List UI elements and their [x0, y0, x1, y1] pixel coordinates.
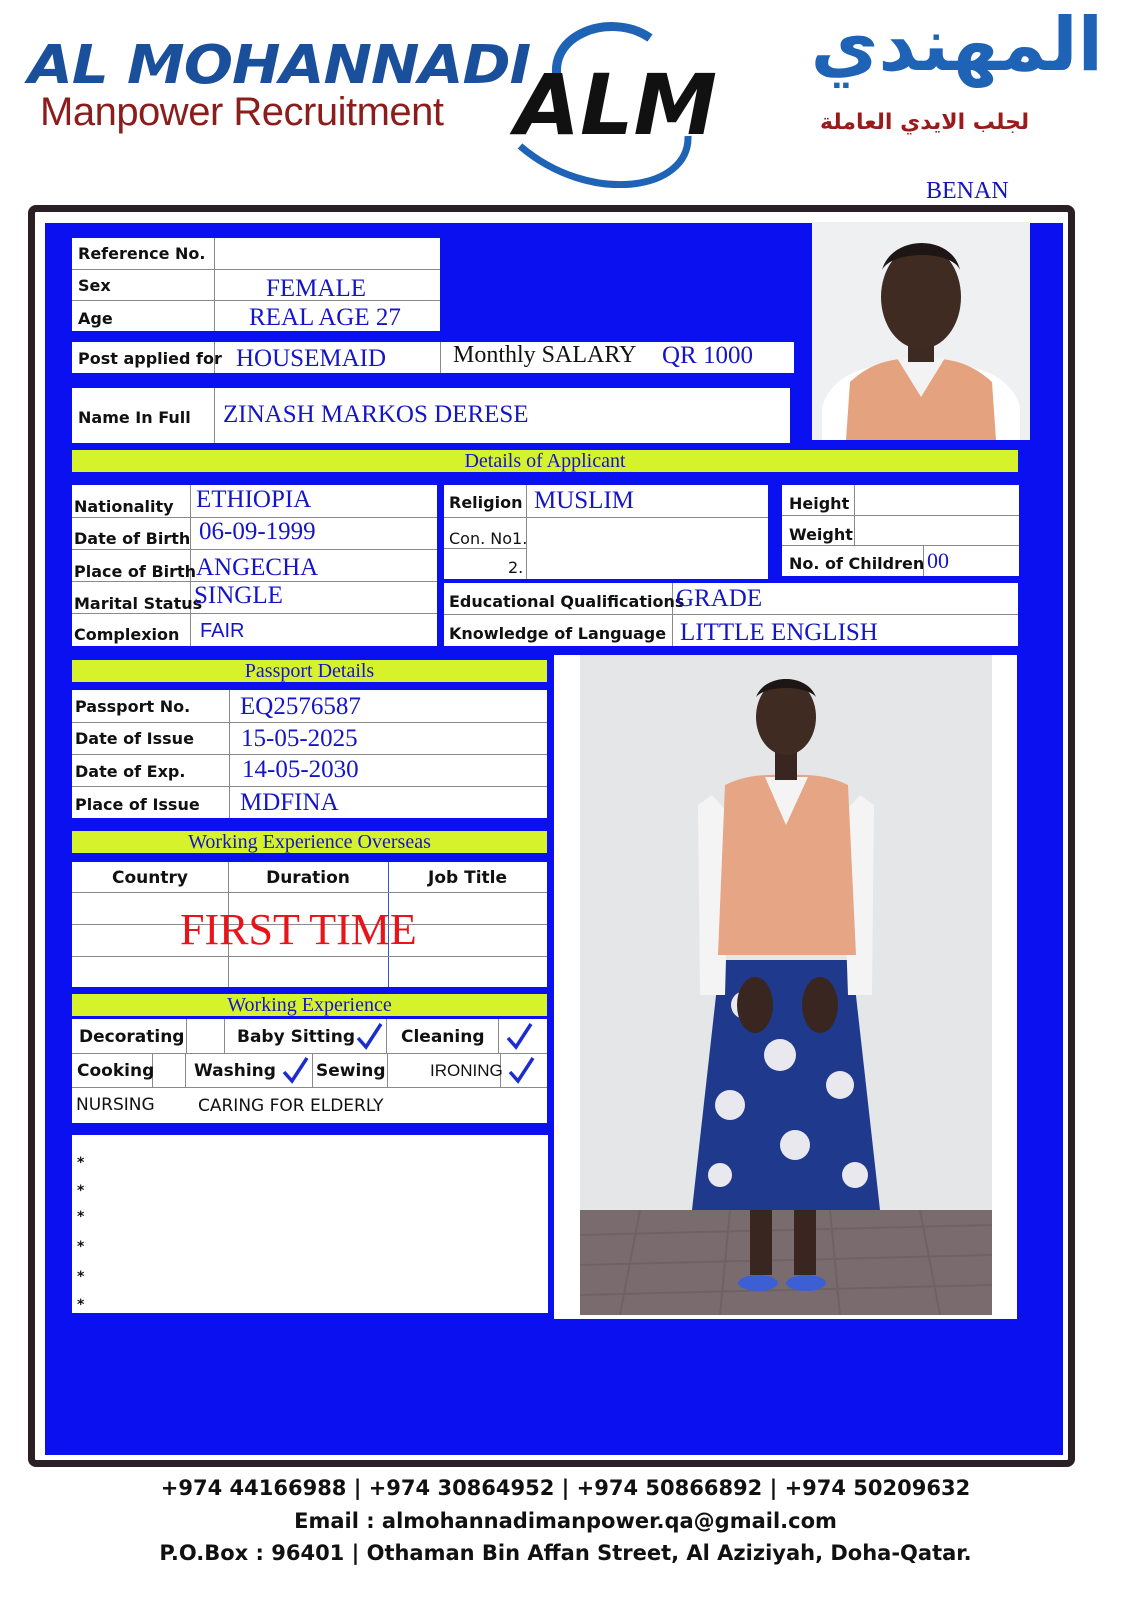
full-body-photo	[554, 655, 1017, 1319]
passport-no-value: EQ2576587	[240, 693, 361, 720]
note-bullet-5: *	[77, 1269, 85, 1285]
age-value: REAL AGE 27	[249, 304, 401, 331]
children-value: 00	[927, 548, 949, 573]
name-value: ZINASH MARKOS DERESE	[223, 401, 529, 428]
salary-value: QR 1000	[662, 342, 753, 369]
salary-label: Monthly SALARY	[453, 342, 637, 368]
age-label: Age	[78, 309, 113, 328]
skill-sewing: Sewing	[316, 1061, 386, 1081]
skill-ironing: IRONING	[430, 1061, 503, 1080]
issue-date-value: 15-05-2025	[241, 725, 358, 752]
checkmark-icon	[280, 1055, 310, 1085]
exp-date-value: 14-05-2030	[242, 756, 359, 783]
con2-label: 2.	[508, 558, 524, 577]
overseas-header-job-title: Job Title	[428, 868, 507, 888]
con1-label: Con. No1.	[449, 529, 528, 548]
nationality-label: Nationality	[74, 497, 174, 516]
education-value: GRADE	[676, 585, 763, 612]
section-title-experience: Working Experience	[72, 994, 547, 1016]
skills-table	[72, 1019, 547, 1123]
overseas-header-duration: Duration	[266, 868, 350, 888]
height-label: Height	[789, 494, 850, 513]
note-bullet-1: *	[77, 1155, 85, 1171]
name-box	[72, 388, 790, 443]
complexion-value: FAIR	[200, 620, 245, 642]
sex-label: Sex	[78, 276, 111, 295]
applicant-left-box	[72, 485, 437, 646]
agency-code: BENAN	[926, 178, 1009, 204]
marital-value: SINGLE	[194, 582, 283, 609]
note-bullet-4: *	[77, 1239, 85, 1255]
note-bullet-6: *	[77, 1297, 85, 1313]
issue-date-label: Date of Issue	[75, 729, 194, 748]
person-figure-icon	[580, 655, 992, 1315]
first-time-note: FIRST TIME	[180, 905, 417, 954]
religion-box	[444, 485, 768, 579]
post-label: Post applied for	[78, 349, 222, 368]
post-salary-box	[72, 342, 794, 373]
checkmark-icon	[354, 1021, 384, 1051]
skill-decorating: Decorating	[79, 1027, 185, 1047]
marital-label: Marital Status	[74, 594, 203, 613]
checkmark-icon	[504, 1021, 534, 1051]
weight-label: Weight	[789, 525, 853, 544]
skill-cleaning: Cleaning	[401, 1027, 485, 1047]
note-bullet-2: *	[77, 1183, 85, 1199]
skill-washing: Washing	[194, 1061, 276, 1081]
dob-label: Date of Birth	[74, 529, 191, 548]
dob-value: 06-09-1999	[199, 518, 316, 545]
skill-baby-sitting: Baby Sitting	[237, 1027, 356, 1047]
language-label: Knowledge of Language	[449, 624, 667, 643]
person-silhouette-icon	[812, 222, 1030, 440]
exp-date-label: Date of Exp.	[75, 762, 186, 781]
notes-box	[72, 1135, 548, 1313]
section-title-applicant: Details of Applicant	[72, 450, 1018, 472]
overseas-table	[72, 862, 547, 987]
section-title-overseas: Working Experience Overseas	[72, 831, 547, 853]
complexion-label: Complexion	[74, 625, 180, 644]
children-label: No. of Children	[789, 554, 925, 573]
issue-place-label: Place of Issue	[75, 795, 200, 814]
post-value: HOUSEMAID	[236, 345, 386, 372]
alm-logo	[500, 16, 732, 188]
footer-address: P.O.Box : 96401 | Othaman Bin Affan Street, Al Aziziyah, Doha-Qatar.	[159, 1541, 972, 1565]
education-label: Educational Qualifications	[449, 592, 685, 611]
identity-box	[72, 238, 440, 331]
skill-nursing: NURSING	[76, 1095, 155, 1115]
religion-label: Religion	[449, 493, 523, 512]
portrait-photo	[812, 222, 1030, 440]
physical-box	[782, 485, 1019, 576]
section-title-passport: Passport Details	[72, 660, 547, 682]
brand-name-english: AL MOHANNADI	[28, 33, 531, 96]
brand-tagline-english: Manpower Recruitment	[40, 90, 444, 134]
pob-value: ANGECHA	[196, 554, 319, 581]
checkmark-icon	[506, 1055, 536, 1085]
pob-label: Place of Birth	[74, 562, 197, 581]
education-box	[444, 583, 1018, 646]
footer-phones: +974 44166988 | +974 30864952 | +974 50866892 | +974 50209632	[160, 1476, 971, 1500]
footer-email: Email : almohannadimanpower.qa@gmail.com	[294, 1509, 837, 1533]
skill-caring-elderly: CARING FOR ELDERLY	[198, 1096, 384, 1116]
passport-no-label: Passport No.	[75, 697, 191, 716]
brand-tagline-arabic: لجلب الايدي العاملة	[820, 110, 1030, 135]
logo-text: ALM	[514, 56, 718, 154]
language-value: LITTLE ENGLISH	[680, 619, 878, 646]
religion-value: MUSLIM	[534, 487, 635, 514]
note-bullet-3: *	[77, 1209, 85, 1225]
skill-cooking: Cooking	[77, 1061, 155, 1081]
nationality-value: ETHIOPIA	[196, 486, 312, 513]
reference-label: Reference No.	[78, 244, 206, 263]
name-label: Name In Full	[78, 408, 191, 427]
sex-value: FEMALE	[266, 275, 366, 302]
overseas-header-country: Country	[112, 868, 188, 888]
passport-box	[72, 690, 547, 818]
brand-name-arabic: المهندي	[810, 2, 1103, 88]
issue-place-value: MDFINA	[240, 789, 339, 816]
